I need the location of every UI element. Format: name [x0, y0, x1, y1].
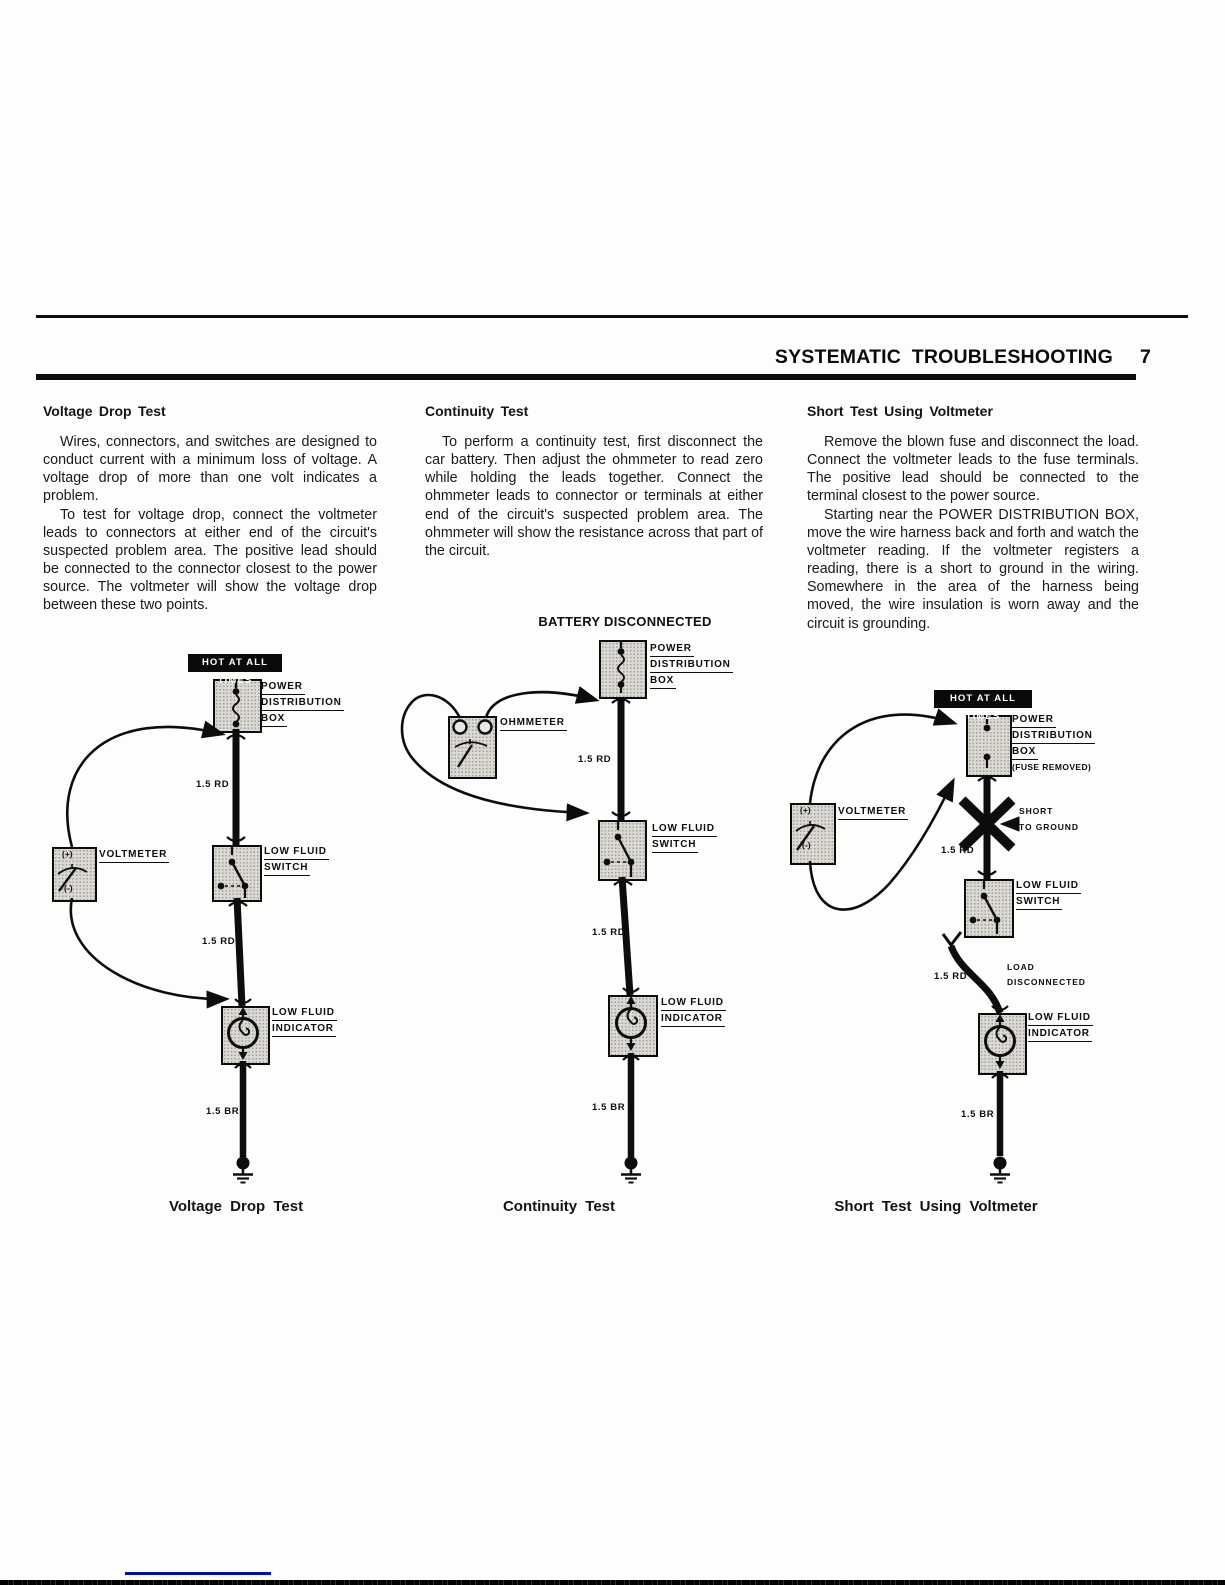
- label-line: DISTRIBUTION: [1012, 730, 1095, 744]
- low-fluid-switch-label-2: [652, 823, 717, 855]
- ground-icon-2: [621, 1157, 641, 1183]
- wire-label-brown: 1.5 BR: [206, 1106, 240, 1117]
- low-fluid-indicator-box-1: [221, 1006, 270, 1065]
- wire-label-red: 1.5 RD: [196, 779, 230, 790]
- label-line: DISTRIBUTION: [650, 659, 733, 673]
- voltmeter-box-1: [52, 847, 97, 902]
- ohmmeter-label: [500, 717, 567, 733]
- label-line: LOW FLUID: [1028, 1012, 1093, 1026]
- ohmmeter-lead-right: [486, 692, 596, 718]
- short-to-ground-x-icon: [962, 800, 1012, 848]
- fuse-removed-note: (FUSE REMOVED): [1012, 762, 1092, 772]
- label-line: LOW FLUID: [1016, 880, 1081, 894]
- voltmeter-label-3: [838, 806, 908, 822]
- label-line: OHMMETER: [500, 717, 567, 731]
- label-line: SWITCH: [1016, 896, 1062, 910]
- page-title: SYSTEMATIC TROUBLESHOOTING: [774, 346, 1113, 368]
- paragraph: Remove the blown fuse and disconnect the load. Connect the voltmeter leads to the fuse terminals. The positive lead should be connected to the terminal closest to the power source.: [807, 434, 1139, 505]
- low-fluid-switch-label-1: [264, 846, 329, 878]
- voltmeter-label-1: [99, 849, 169, 865]
- wire-label-red: 1.5 RD: [202, 936, 236, 947]
- page-bottom-scan-edge: [0, 1580, 1225, 1585]
- label-line: SWITCH: [652, 839, 698, 853]
- paragraph: To perform a continuity test, first disconnect the car battery. Then adjust the ohmmeter to read zero while holding the leads together. Connect the ohmmeter leads to connector or terminals at either end of the circuit's suspected problem area. The ohmmeter will show the resistance across that part of the circuit.: [425, 434, 763, 559]
- paragraph: Wires, connectors, and switches are designed to conduct current with a minimum loss of voltage. A voltage drop of more than one volt indicates a problem.: [43, 434, 377, 505]
- label-line: POWER: [261, 681, 305, 695]
- column-heading-voltage-drop: Voltage Drop Test: [43, 403, 166, 419]
- power-distribution-box-label-1: [261, 681, 344, 729]
- low-fluid-indicator-box-3: [978, 1013, 1027, 1075]
- label-line: POWER: [1012, 714, 1056, 728]
- hot-at-all-times-banner-1: HOT AT ALL TIMES: [188, 654, 282, 672]
- voltmeter-box-3: [790, 803, 836, 865]
- caption-continuity: Continuity Test: [502, 1198, 616, 1215]
- page-number: 7: [1139, 346, 1151, 368]
- bottom-blue-mark: [125, 1572, 271, 1575]
- label-line: INDICATOR: [661, 1013, 725, 1027]
- caption-short-test: Short Test Using Voltmeter: [834, 1198, 1038, 1215]
- power-distribution-box-2: [599, 640, 647, 699]
- wire-red-1b: [237, 898, 242, 1006]
- low-fluid-switch-box-1: [212, 845, 262, 902]
- label-line: LOW FLUID: [264, 846, 329, 860]
- label-line: LOW FLUID: [652, 823, 717, 837]
- header-rule-thin: [36, 315, 1188, 318]
- label-line: LOW FLUID: [661, 997, 726, 1011]
- power-distribution-box-label-2: [650, 643, 733, 691]
- header-rule-thick: [36, 374, 1136, 380]
- wire-label-red: 1.5 RD: [941, 845, 975, 856]
- caption-voltage-drop: Voltage Drop Test: [168, 1198, 304, 1215]
- plus-terminal-label-3: (+): [800, 806, 811, 815]
- label-line: INDICATOR: [1028, 1028, 1092, 1042]
- column-heading-continuity: Continuity Test: [425, 403, 529, 419]
- ground-icon-1: [233, 1157, 253, 1183]
- page-header: [600, 346, 1151, 369]
- paragraph: To test for voltage drop, connect the voltmeter leads to connectors at either end of the circuit's suspected problem area. The positive lead should be connected to the connector closest to the power source. The voltmeter will show the voltage drop between these two points.: [43, 506, 377, 614]
- minus-terminal-label-1: (-): [64, 884, 73, 893]
- ohmmeter-box: [448, 716, 497, 779]
- low-fluid-indicator-box-2: [608, 995, 658, 1057]
- ground-icon-3: [990, 1157, 1010, 1183]
- label-line: SWITCH: [264, 862, 310, 876]
- diagram-heading-battery-disconnected: BATTERY DISCONNECTED: [538, 614, 712, 629]
- label-line: BOX: [1012, 746, 1038, 760]
- wire-label-brown: 1.5 BR: [961, 1109, 995, 1120]
- to-ground-label: TO GROUND: [1019, 822, 1079, 832]
- label-line: VOLTMETER: [838, 806, 908, 820]
- label-line: POWER: [650, 643, 694, 657]
- wire-label-red: 1.5 RD: [934, 971, 968, 982]
- wire-label-red: 1.5 RD: [578, 754, 612, 765]
- low-fluid-indicator-label-2: [661, 997, 726, 1029]
- wire-label-red: 1.5 RD: [592, 927, 626, 938]
- hot-at-all-times-banner-3: HOT AT ALL TIMES: [934, 690, 1032, 708]
- voltmeter-lead-positive-3: [810, 715, 954, 803]
- label-line: BOX: [650, 675, 676, 689]
- wire-label-brown: 1.5 BR: [592, 1102, 626, 1113]
- label-line: BOX: [261, 713, 287, 727]
- low-fluid-switch-box-2: [598, 820, 647, 881]
- disconnected-label: DISCONNECTED: [1007, 977, 1086, 987]
- power-distribution-box-label-3: [1012, 714, 1095, 776]
- label-line: LOW FLUID: [272, 1007, 337, 1021]
- plus-terminal-label-1: (+): [62, 850, 73, 859]
- load-label: LOAD: [1007, 962, 1035, 972]
- column-body-continuity: [425, 433, 763, 560]
- low-fluid-indicator-label-1: [272, 1007, 337, 1039]
- label-line: INDICATOR: [272, 1023, 336, 1037]
- label-line: DISTRIBUTION: [261, 697, 344, 711]
- label-line: VOLTMETER: [99, 849, 169, 863]
- column-heading-short-test: Short Test Using Voltmeter: [807, 403, 993, 419]
- low-fluid-switch-label-3: [1016, 880, 1081, 912]
- voltmeter-lead-negative-1: [71, 898, 226, 999]
- minus-terminal-label-3: (-): [802, 841, 811, 850]
- paragraph: Starting near the POWER DISTRIBUTION BOX, move the wire harness back and forth and watch the voltmeter reading. If the voltmeter registers a reading, there is a short to ground in the wiring. Somewhere in the area of the harness being moved, the wire insulation is worn away and the circuit is grounding.: [807, 506, 1139, 632]
- low-fluid-indicator-label-3: [1028, 1012, 1093, 1044]
- column-body-short-test: [807, 433, 1139, 633]
- low-fluid-switch-box-3: [964, 879, 1014, 938]
- short-label: SHORT: [1019, 806, 1054, 816]
- column-body-voltage-drop: [43, 433, 377, 615]
